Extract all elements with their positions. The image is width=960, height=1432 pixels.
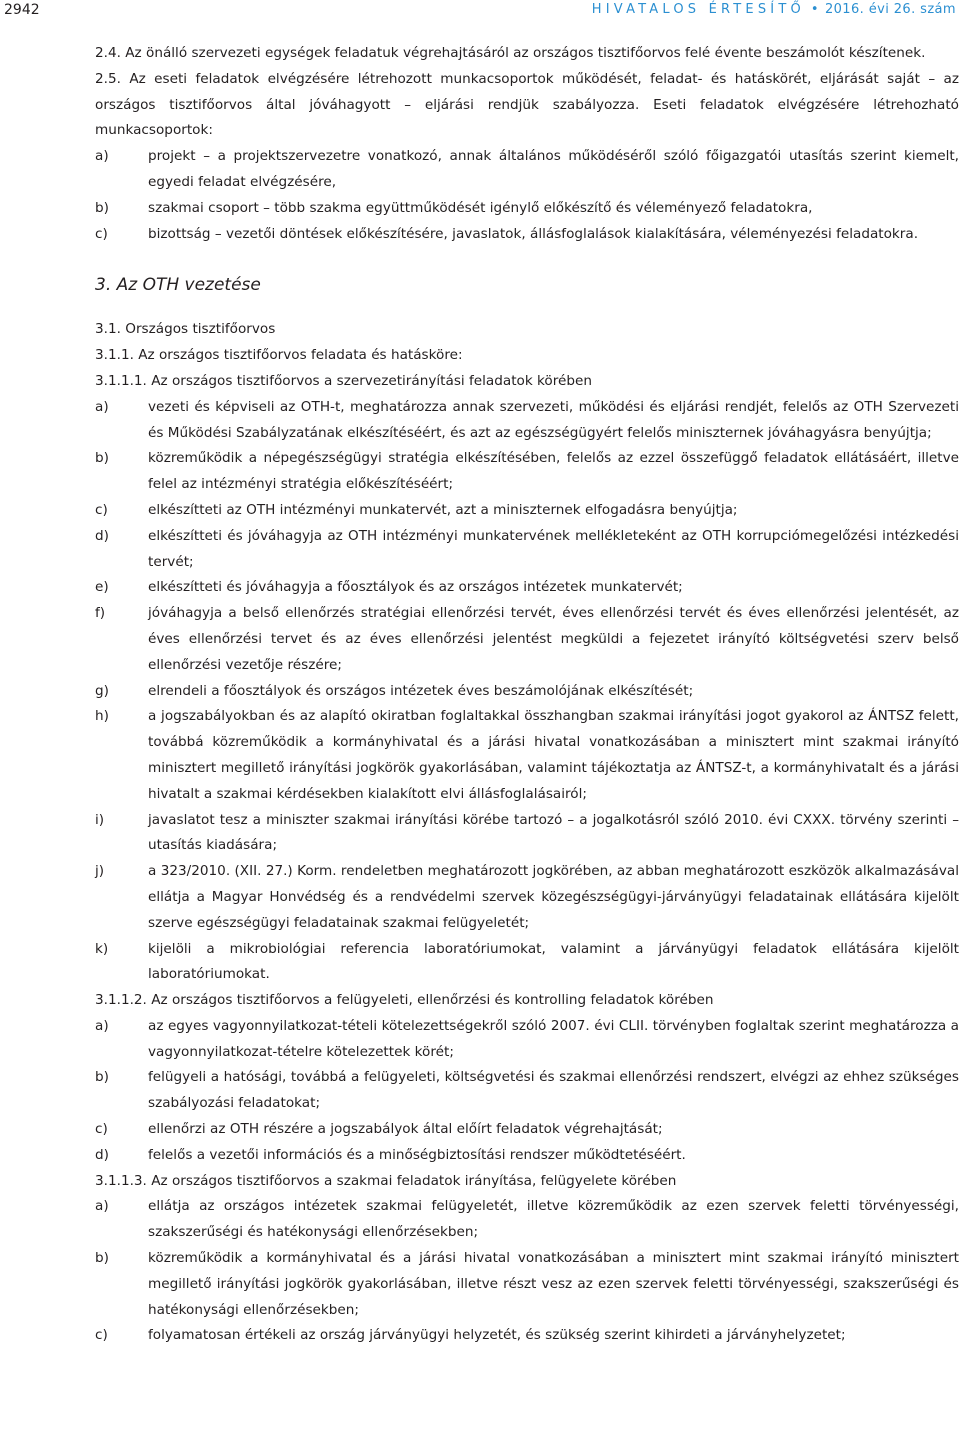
list-item xyxy=(95,1065,959,1117)
list-item-text: ellátja az országos intézetek szakmai felügyeletét, illetve közreműködik az ezen szervek feletti törvényességi, szakszerűségi és hatékonysági ellenőrzésekben; xyxy=(148,1198,959,1241)
list-item xyxy=(95,937,959,989)
list-item-marker: j) xyxy=(95,863,105,880)
list-3-1-1-2 xyxy=(95,1014,959,1169)
list-item-text: felügyeli a hatósági, továbbá a felügyeleti, költségvetési és szakmai ellenőrzési rendszert, elvégzi az ehhez szükséges szabályozási feladatokat; xyxy=(148,1069,959,1112)
list-item-text: elkészítteti és jóváhagyja a főosztályok és az országos intézetek munkatervét; xyxy=(148,579,683,596)
list-item xyxy=(95,196,959,222)
header-separator: • xyxy=(810,2,819,17)
list-item-text: felelős a vezetői információs és a minőségbiztosítási rendszer működtetéséért. xyxy=(148,1146,686,1163)
issue-date: 2016. évi 26. szám xyxy=(824,2,956,17)
list-item-marker: b) xyxy=(95,1069,109,1086)
list-item xyxy=(95,395,959,447)
list-item xyxy=(95,704,959,807)
list-item-text: bizottság – vezetői döntések előkészítésére, javaslatok, állásfoglalások kialakítására, véleményezési feladatokra. xyxy=(148,225,919,242)
journal-name: HIVATALOS ÉRTESÍTŐ xyxy=(591,2,805,17)
list-item-marker: b) xyxy=(95,450,109,467)
list-item-text: elkészítteti és jóváhagyja az OTH intézményi munkatervének mellékleteként az OTH korrupciómegelőzési intézkedési tervét; xyxy=(148,527,959,570)
list-item xyxy=(95,575,959,601)
journal-title xyxy=(592,0,956,20)
paragraph-2-5: 2.5. Az eseti feladatok elvégzésére létrehozott munkacsoportok működését, feladat- és hatáskörét, eljárását saját – az országos tisztifőorvos által jóváhagyott – eljárási rendjük szabályozza. Eseti feladatok elvégzésére létrehozható munkacsoportok: xyxy=(95,70,959,139)
list-item-marker: c) xyxy=(95,225,108,242)
list-item xyxy=(95,1143,959,1169)
list-item-text: ellenőrzi az OTH részére a jogszabályok által előírt feladatok végrehajtását; xyxy=(148,1121,663,1138)
list-item-marker: d) xyxy=(95,527,109,544)
list-item xyxy=(95,859,959,936)
list-item xyxy=(95,222,959,248)
list-item-marker: a) xyxy=(95,1198,109,1215)
list-item-marker: c) xyxy=(95,1327,108,1344)
heading-3-1-1-1: 3.1.1.1. Az országos tisztifőorvos a szervezetirányítási feladatok körében xyxy=(95,372,593,389)
list-item-marker: h) xyxy=(95,708,109,725)
list-item-marker: a) xyxy=(95,398,109,415)
list-item-text: az egyes vagyonnyilatkozat-tételi kötelezettségekről szóló 2007. évi CLII. törvényben foglaltak szerint meghatározza a vagyonnyilatkozat-tételre kötelezettek körét; xyxy=(148,1017,959,1060)
list-item-text: közreműködik a kormányhivatal és a járási hivatal vonatkozásában a minisztert mint szakmai irányító minisztert megillető irányítási jogkörök gyakorlásában, illetve részt vesz az ezen szervek feletti törvényességi, szakszerűségi és hatékonysági ellenőrzésekben; xyxy=(148,1250,959,1318)
list-3-1-1-1 xyxy=(95,395,959,988)
list-item-marker: a) xyxy=(95,148,109,165)
list-item xyxy=(95,1194,959,1246)
section-title-3: 3. Az OTH vezetése xyxy=(95,275,261,296)
list-item xyxy=(95,1117,959,1143)
document-body xyxy=(95,41,959,1349)
list-item xyxy=(95,144,959,196)
list-item-marker: g) xyxy=(95,682,109,699)
page-header xyxy=(0,0,960,24)
list-item-text: szakmai csoport – több szakma együttműködését igénylő előkészítő és véleményező feladatokra, xyxy=(148,199,813,216)
list-item-text: kijelöli a mikrobiológiai referencia laboratóriumokat, valamint a járványügyi feladatok ellátására kijelölt laboratóriumokat. xyxy=(148,940,959,983)
list-item-marker: a) xyxy=(95,1017,109,1034)
list-item-text: közreműködik a népegészségügyi stratégia elkészítésében, felelős az ezzel összefüggő feladatok ellátásáért, illetve felel az intézményi stratégia előkészítéséért; xyxy=(148,450,959,493)
heading-3-1-1: 3.1.1. Az országos tisztifőorvos feladata és hatásköre: xyxy=(95,347,463,364)
list-2-5 xyxy=(95,144,959,247)
list-item-text: folyamatosan értékeli az ország járványügyi helyzetét, és szükség szerint kihirdeti a járványhelyzetet; xyxy=(148,1327,846,1344)
list-item-marker: c) xyxy=(95,501,108,518)
heading-3-1: 3.1. Országos tisztifőorvos xyxy=(95,321,276,338)
list-item xyxy=(95,808,959,860)
list-item-text: projekt – a projektszervezetre vonatkozó, annak általános működéséről szóló főigazgatói utasítás szerint kiemelt, egyedi feladat elvégzésére, xyxy=(148,148,959,190)
list-item xyxy=(95,1246,959,1323)
page-number: 2942 xyxy=(4,2,40,18)
list-item xyxy=(95,1323,959,1349)
list-item-text: a 323/2010. (XII. 27.) Korm. rendeletben meghatározott jogkörében, az abban meghatározott eszközök alkalmazásával ellátja a Magyar Honvédség és a rendvédelmi szervek közegészségügyi-járványügyi feladatainak ellátására kijelölt szerve egészségügyi feladatainak szakmai felügyeletét; xyxy=(148,863,959,931)
list-item-marker: c) xyxy=(95,1121,108,1138)
list-item-marker: b) xyxy=(95,1250,109,1267)
list-item-marker: d) xyxy=(95,1146,109,1163)
heading-3-1-1-2: 3.1.1.2. Az országos tisztifőorvos a felügyeleti, ellenőrzési és kontrolling feladatok körében xyxy=(95,992,714,1009)
list-item-marker: k) xyxy=(95,940,109,957)
paragraph-2-4: 2.4. Az önálló szervezeti egységek feladatuk végrehajtásáról az országos tisztifőorvos felé évente beszámolót készítenek. xyxy=(95,45,926,61)
list-item xyxy=(95,601,959,678)
list-item-text: jóváhagyja a belső ellenőrzés stratégiai ellenőrzési tervét, éves ellenőrzési tervét és éves ellenőrzési jelentését, az éves ellenőrzési tervet és az éves ellenőrzési jelentést megküldi a fejezetet irányító költségvetési szerv belső ellenőrzési vezetője részére; xyxy=(148,605,959,673)
list-item xyxy=(95,679,959,705)
list-3-1-1-3 xyxy=(95,1194,959,1349)
list-item-marker: e) xyxy=(95,579,109,596)
list-item xyxy=(95,1014,959,1066)
list-item xyxy=(95,446,959,498)
list-item-marker: i) xyxy=(95,811,105,828)
list-item-text: javaslatot tesz a miniszter szakmai irányítási körébe tartozó – a jogalkotásról szóló 2010. évi CXXX. törvény szerinti – utasítás kiadására; xyxy=(148,811,959,854)
list-item xyxy=(95,524,959,576)
list-item-text: elrendeli a főosztályok és országos intézetek éves beszámolójának elkészítését; xyxy=(148,682,694,699)
list-item-marker: b) xyxy=(95,199,109,216)
list-item-text: vezeti és képviseli az OTH-t, meghatározza annak szervezeti, működési és eljárási rendjét, felelős az OTH Szervezeti és Működési Szabályzatának elkészítéséért, és azt az egészségügyért felelős miniszternek jóváhagyásra benyújtja; xyxy=(148,398,959,441)
heading-3-1-1-3: 3.1.1.3. Az országos tisztifőorvos a szakmai feladatok irányítása, felügyelete körében xyxy=(95,1172,677,1189)
list-item-text: elkészítteti az OTH intézményi munkatervét, azt a miniszternek elfogadásra benyújtja; xyxy=(148,501,738,518)
list-item-text: a jogszabályokban és az alapító okiratban foglaltakkal összhangban szakmai irányítási jogot gyakorol az ÁNTSZ felett, továbbá közreműködik a kormányhivatal és a járási hivatal vonatkozásában a minisztert mint szakmai irányító minisztert megillető irányítási jogkörök gyakorlásában, valamint tájékoztatja az ÁNTSZ-t, a kormányhivatalt és a járási hivatalt a szakmai kérdésekben kialakított elvi állásfoglalásairól; xyxy=(148,708,959,802)
list-item xyxy=(95,498,959,524)
list-item-marker: f) xyxy=(95,605,106,622)
